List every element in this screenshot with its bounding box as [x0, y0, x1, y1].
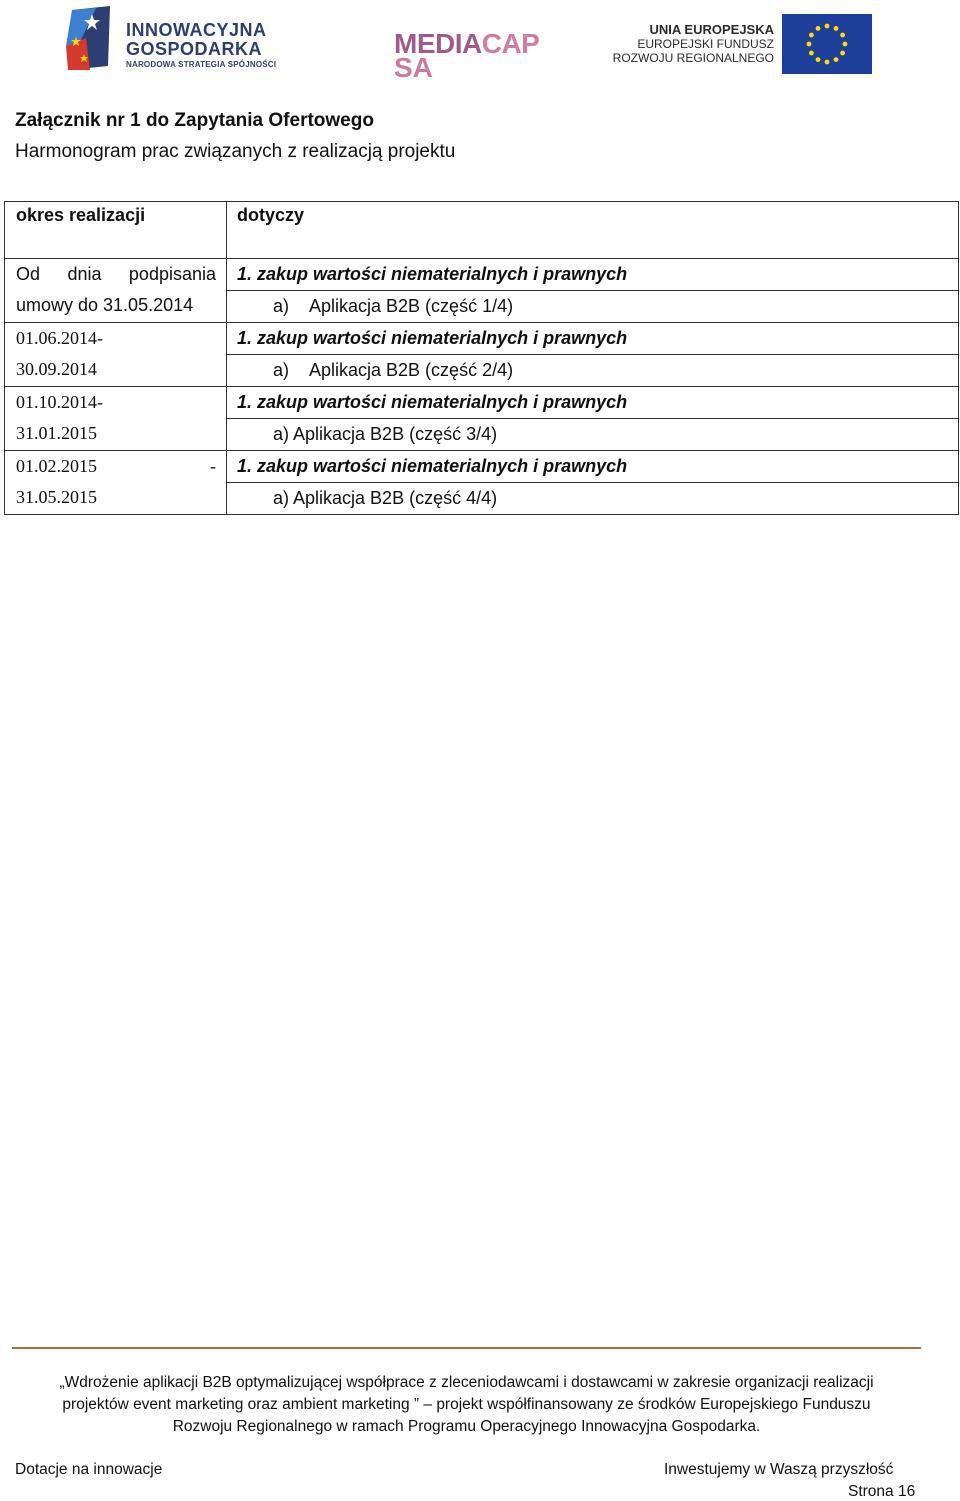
- footer-line-2: projektów event marketing oraz ambient marketing ” – projekt współfinansowany ze środków Europejskiego Funduszu: [62, 1396, 871, 1413]
- footer-line-1: „Wdrożenie aplikacji B2B optymalizującej współprace z zleceniodawcami i dostawcami w zakresie organizacji realizacji: [59, 1374, 874, 1391]
- item-text: a) Aplikacja B2B (część 4/4): [273, 488, 498, 508]
- logo-ig-line1: INNOWACYJNA: [126, 20, 267, 40]
- schedule-table: [4, 201, 959, 515]
- logo-mc-media: MEDIA: [394, 28, 482, 59]
- eu-stars-icon: [782, 14, 872, 74]
- task-cell: [227, 451, 959, 483]
- period-cell: [5, 451, 227, 515]
- task-text: 1. zakup wartości niematerialnych i prawnych: [237, 264, 628, 284]
- period-cell: [5, 323, 227, 387]
- eu-logo-text: [613, 22, 774, 65]
- innowacyjna-gospodarka-logo: [66, 6, 296, 72]
- page-number: Strona 16: [848, 1483, 916, 1500]
- header-period: okres realizacji: [5, 202, 227, 259]
- header-concerns: dotyczy: [227, 202, 959, 259]
- logo-mc-sa: SA: [394, 52, 433, 83]
- document-title: Załącznik nr 1 do Zapytania Ofertowego: [15, 110, 374, 131]
- period-line-a: 01.02.2015 -: [16, 456, 216, 476]
- eu-flag-icon: [782, 14, 872, 74]
- period-cell: [5, 387, 227, 451]
- eu-logo-line3: ROZWOJU REGIONALNEGO: [612, 51, 774, 65]
- eu-logo-line1: UNIA EUROPEJSKA: [649, 22, 774, 37]
- task-text: 1. zakup wartości niematerialnych i prawnych: [237, 328, 628, 348]
- footer-left-text: Dotacje na innowacje: [15, 1461, 163, 1478]
- task-cell: [227, 387, 959, 419]
- mediacap-logo: [394, 28, 564, 82]
- task-cell: [227, 323, 959, 355]
- logo-ig-line2: GOSPODARKA: [126, 39, 263, 59]
- item-cell: [227, 419, 959, 451]
- footer-divider: [12, 1347, 921, 1349]
- header-logos: [0, 0, 960, 90]
- task-text: 1. zakup wartości niematerialnych i prawnych: [237, 456, 628, 476]
- item-cell: [227, 355, 959, 387]
- footer-right-text: Inwestujemy w Waszą przyszłość: [664, 1461, 894, 1478]
- eu-logo: [612, 14, 878, 76]
- period-line-a: 01.10.2014-: [16, 392, 103, 412]
- table-row: [5, 259, 959, 291]
- footer-project-description: [12, 1372, 921, 1438]
- table-header-row: [5, 202, 959, 259]
- star-flag-icon: [66, 6, 112, 70]
- period-line-a: 01.06.2014-: [16, 328, 103, 348]
- item-text: a) Aplikacja B2B (część 3/4): [273, 424, 498, 444]
- item-text: a) Aplikacja B2B (część 2/4): [273, 360, 514, 380]
- logo-ig-line3: NARODOWA STRATEGIA SPÓJNOŚCI: [126, 60, 277, 69]
- footer-line-3: Rozwoju Regionalnego w ramach Programu Operacyjnego Innowacyjna Gospodarka.: [172, 1418, 761, 1435]
- item-cell: [227, 483, 959, 515]
- table-row: [5, 387, 959, 419]
- table-row: [5, 323, 959, 355]
- period-line-b: 31.01.2015: [16, 423, 97, 443]
- task-text: 1. zakup wartości niematerialnych i prawnych: [237, 392, 628, 412]
- document-subtitle: Harmonogram prac związanych z realizacją projektu: [15, 141, 456, 162]
- period-cell: [5, 259, 227, 323]
- period-line-a: Od dnia podpisania: [16, 264, 216, 284]
- item-cell: [227, 291, 959, 323]
- eu-logo-line2: EUROPEJSKI FUNDUSZ: [637, 37, 774, 51]
- period-line-b: umowy do 31.05.2014: [16, 295, 194, 315]
- item-text: a) Aplikacja B2B (część 1/4): [273, 296, 514, 316]
- period-line-b: 30.09.2014: [16, 359, 97, 379]
- logo-mc-cap: CAP: [481, 28, 540, 59]
- task-cell: [227, 259, 959, 291]
- table-row: [5, 451, 959, 483]
- period-line-b: 31.05.2015: [16, 487, 97, 507]
